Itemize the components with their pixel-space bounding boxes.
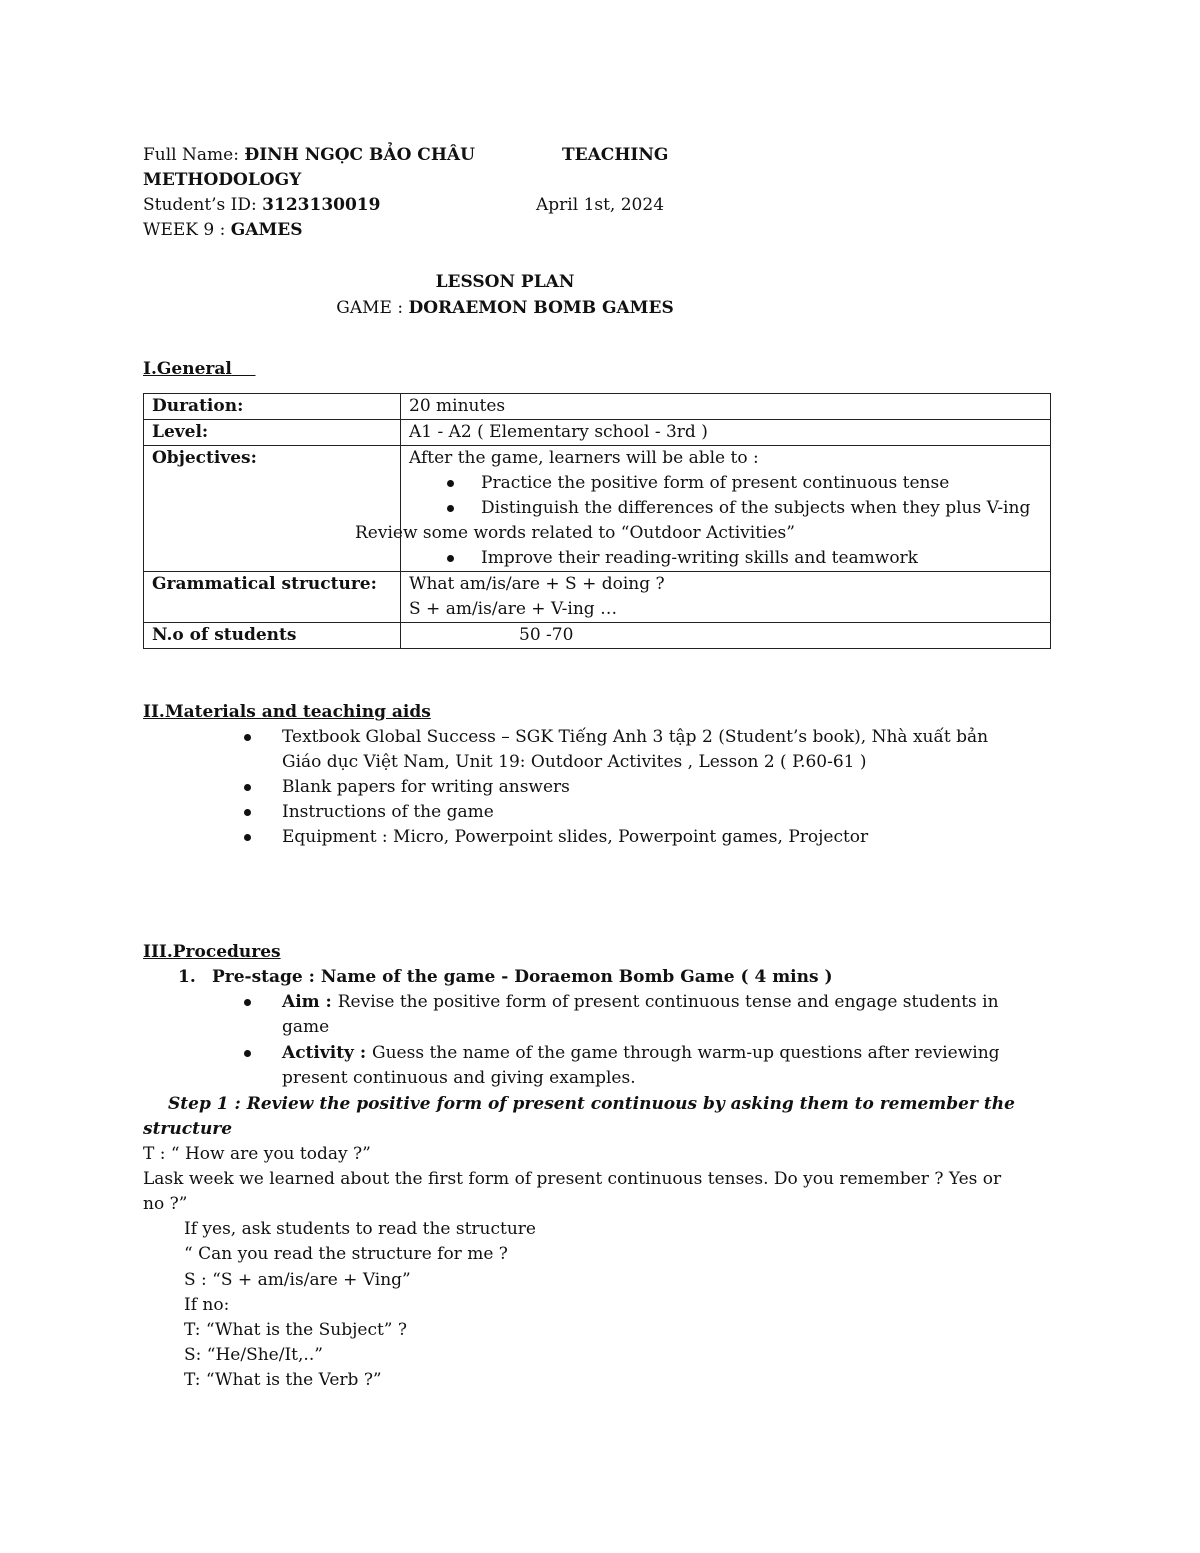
course-title-part2 (143, 168, 301, 193)
material-equipment: Equipment : Micro, Powerpoint slides, Powerpoint games, Projector (282, 827, 869, 847)
table-row-students (144, 623, 1051, 649)
student-id-value: 3123130019 (262, 195, 381, 215)
bullet-icon (244, 834, 251, 841)
stage-title (212, 965, 833, 990)
aim-line1 (282, 990, 999, 1015)
table-row-duration (144, 394, 1051, 420)
grammar-cell (401, 572, 1051, 623)
bullet-icon (244, 734, 251, 741)
objective-item: Distinguish the differences of the subjects when they plus V-ing (409, 496, 1042, 521)
objective-review-line: Review some words related to “Outdoor Activities” (355, 523, 795, 543)
dialogue-teacher-question-line1: Lask week we learned about the first form of present continuous tenses. Do you remember ? Yes or (143, 1169, 1002, 1189)
section-general-heading-text: I.General (143, 359, 232, 379)
week-value: GAMES (230, 220, 303, 240)
student-id-label: Student’s ID: (143, 195, 263, 215)
activity-label: Activity : (282, 1043, 373, 1063)
activity-line1 (282, 1041, 1000, 1066)
full-name-line (143, 143, 475, 168)
dialogue-if-yes: If yes, ask students to read the structure (184, 1219, 536, 1239)
dialogue-teacher-question-line2: no ?” (143, 1194, 188, 1214)
students-value: 50 -70 (401, 623, 1051, 649)
step1-heading-line1: Step 1 : Review the positive form of present continuous by asking them to remember the (168, 1094, 1015, 1114)
duration-value: 20 minutes (401, 394, 1051, 420)
section-procedures-heading: III.Procedures (143, 942, 281, 962)
aim-text: Revise the positive form of present continuous tense and engage students in (337, 992, 999, 1012)
dialogue-teacher-greeting: T : “ How are you today ?” (143, 1144, 371, 1164)
dialogue-student-structure: S : “S + am/is/are + Ving” (184, 1270, 411, 1290)
material-textbook-line2: Giáo dục Việt Nam, Unit 19: Outdoor Activites , Lesson 2 ( P.60-61 ) (282, 752, 867, 772)
objectives-intro: After the game, learners will be able to : (409, 448, 759, 468)
grammar-question-form: What am/is/are + S + doing ? (409, 574, 665, 594)
material-textbook-line1: Textbook Global Success – SGK Tiếng Anh 3 tập 2 (Student’s book), Nhà xuất bản (282, 727, 989, 747)
material-instructions: Instructions of the game (282, 802, 494, 822)
general-info-table (143, 393, 1051, 649)
bullet-icon (244, 784, 251, 791)
aim-label: Aim : (282, 992, 338, 1012)
table-row-objectives (144, 446, 1051, 572)
activity-line2: present continuous and giving examples. (282, 1068, 636, 1088)
student-id-line (143, 193, 380, 218)
table-row-level (144, 420, 1051, 446)
students-label: N.o of students (144, 623, 401, 649)
section-materials-heading: II.Materials and teaching aids (143, 702, 431, 722)
material-blank-papers: Blank papers for writing answers (282, 777, 570, 797)
objective-item: Improve their reading-writing skills and teamwork (409, 546, 1042, 571)
week-line (143, 218, 303, 243)
step1-heading-line2: structure (143, 1119, 233, 1139)
game-title-label: GAME : (336, 298, 409, 318)
activity-text: Guess the name of the game through warm-up questions after reviewing (372, 1043, 1000, 1063)
bullet-icon (244, 1050, 251, 1057)
table-row-grammar (144, 572, 1051, 623)
stage-number-text: 1. (178, 967, 196, 987)
dialogue-if-no: If no: (184, 1295, 230, 1315)
game-title-value: DORAEMON BOMB GAMES (408, 298, 674, 318)
stage-title-text: Pre-stage : Name of the game - Doraemon Bomb Game ( 4 mins ) (212, 967, 833, 987)
document-date: April 1st, 2024 (536, 195, 665, 215)
course-title-part1 (562, 143, 668, 168)
aim-line2: game (282, 1017, 330, 1037)
lesson-plan-title-text: LESSON PLAN (435, 272, 575, 292)
section-general-heading (143, 357, 256, 382)
grammar-label: Grammatical structure: (144, 572, 401, 623)
course-teaching: TEACHING (562, 145, 669, 165)
bullet-icon (244, 809, 251, 816)
game-title (0, 296, 1010, 321)
level-label: Level: (144, 420, 401, 446)
dialogue-teacher-subject: T: “What is the Subject” ? (184, 1320, 408, 1340)
bullet-icon (244, 999, 251, 1006)
objective-item: Practice the positive form of present continuous tense (409, 471, 1042, 496)
dialogue-student-subject: S: “He/She/It,..” (184, 1345, 323, 1365)
dialogue-teacher-read-request: “ Can you read the structure for me ? (184, 1244, 508, 1264)
lesson-plan-title (0, 270, 1010, 295)
full-name-label: Full Name: (143, 145, 245, 165)
full-name-value: ĐINH NGỌC BẢO CHÂU (244, 145, 475, 165)
dialogue-teacher-verb: T: “What is the Verb ?” (184, 1370, 382, 1390)
objectives-cell (355, 446, 1051, 572)
course-methodology: METHODOLOGY (143, 170, 302, 190)
objectives-label: Objectives: (144, 446, 401, 572)
duration-label: Duration: (144, 394, 401, 420)
level-value: A1 - A2 ( Elementary school - 3rd ) (401, 420, 1051, 446)
grammar-positive-form: S + am/is/are + V-ing … (409, 599, 618, 619)
week-label: WEEK 9 : (143, 220, 231, 240)
stage-number (178, 965, 196, 990)
